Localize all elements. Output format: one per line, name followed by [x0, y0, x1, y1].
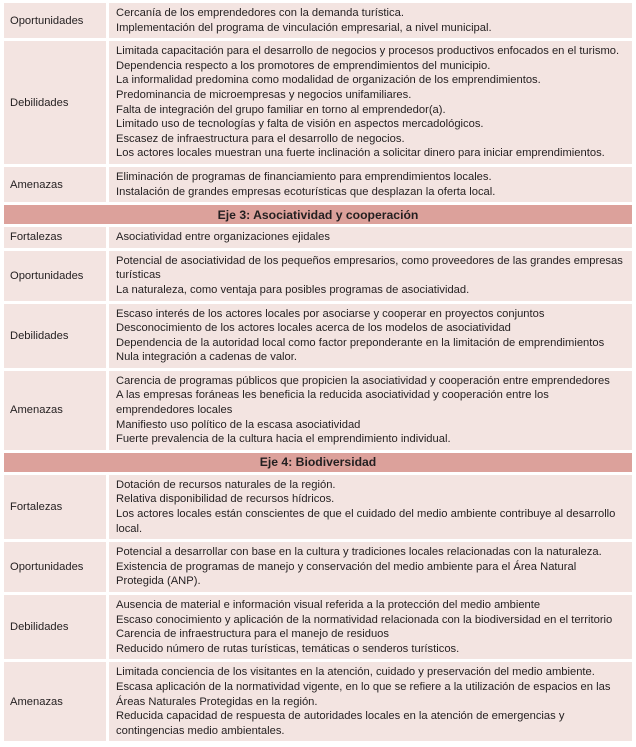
swot-item: Escaso conocimiento y aplicación de la normatividad relacionada con la biodiversidad en el territorio [116, 613, 613, 626]
swot-item: A las empresas foráneas les beneficia la reducida asociatividad y cooperación entre los emprendedores locales [116, 389, 549, 417]
swot-row-fortalezas [4, 475, 632, 539]
category-content [109, 3, 632, 38]
swot-item: Potencial de asociatividad de los pequeños empresarios, como proveedores de las grandes empresas turísticas [116, 254, 623, 282]
category-content [109, 167, 632, 202]
swot-item: Limitada conciencia de los visitantes en la atención, cuidado y preservación del medio ambiente. [116, 666, 595, 679]
swot-row-debilidades [4, 41, 632, 164]
swot-item: Dotación de recursos naturales de la región. [116, 478, 336, 491]
category-label: Amenazas [4, 371, 106, 450]
axis-header: Eje 3: Asociatividad y cooperación [4, 205, 632, 224]
swot-row-amenazas [4, 167, 632, 202]
category-label: Fortalezas [4, 227, 106, 248]
swot-item: La informalidad predomina como modalidad de organización de los emprendimientos. [116, 74, 541, 87]
swot-row-debilidades [4, 595, 632, 659]
swot-item: Carencia de programas públicos que propicien la asociatividad y cooperación entre emprendedores [116, 374, 610, 387]
swot-item: Los actores locales muestran una fuerte inclinación a solicitar dinero para iniciar emprendimientos. [116, 147, 605, 160]
swot-item: Relativa disponibilidad de recursos hídricos. [116, 493, 335, 506]
swot-item: Reducido número de rutas turísticas, temáticas o senderos turísticos. [116, 642, 460, 655]
category-label: Amenazas [4, 167, 106, 202]
swot-item: Nula integración a cadenas de valor. [116, 351, 297, 364]
category-label: Debilidades [4, 595, 106, 659]
category-label: Debilidades [4, 304, 106, 368]
category-content [109, 475, 632, 539]
category-label: Debilidades [4, 41, 106, 164]
category-content [109, 251, 632, 301]
category-content [109, 662, 632, 741]
swot-item: Asociatividad entre organizaciones ejidales [116, 231, 330, 244]
category-label: Oportunidades [4, 251, 106, 301]
category-content [109, 41, 632, 164]
swot-row-debilidades [4, 304, 632, 368]
swot-row-amenazas [4, 371, 632, 450]
swot-item: Cercanía de los emprendedores con la demanda turística. [116, 7, 404, 19]
axis-header: Eje 4: Biodiversidad [4, 453, 632, 472]
category-label: Oportunidades [4, 3, 106, 38]
swot-item: Ausencia de material e información visual referida a la protección del medio ambiente [116, 599, 541, 611]
swot-item: Existencia de programas de manejo y conservación del medio ambiente para el Área Natural Protegida (ANP). [116, 560, 577, 588]
swot-row-amenazas [4, 662, 632, 741]
swot-item: Implementación del programa de vinculación empresarial, a nivel municipal. [116, 21, 492, 34]
category-label: Amenazas [4, 662, 106, 741]
swot-item: Falta de integración del grupo familiar en torno al emprendedor(a). [116, 103, 446, 116]
category-content [109, 371, 632, 450]
swot-item: Predominancia de microempresas y negocios unifamiliares. [116, 88, 412, 101]
swot-item: Desconocimiento de los actores locales acerca de los modelos de asociatividad [116, 322, 511, 335]
swot-item: Escaso interés de los actores locales por asociarse y cooperar en proyectos conjuntos [116, 307, 545, 320]
category-content [109, 595, 632, 659]
swot-item: Dependencia de la autoridad local como factor preponderante en la limitación de emprendimientos [116, 336, 605, 349]
swot-item: Dependencia respecto a los promotores de emprendimientos del municipio. [116, 59, 491, 72]
swot-item: Limitado uso de tecnologías y falta de visión en aspectos mercadológicos. [116, 118, 484, 131]
category-label: Fortalezas [4, 475, 106, 539]
swot-row-oportunidades [4, 251, 632, 301]
category-content [109, 227, 632, 248]
category-content [109, 542, 632, 592]
swot-item: Eliminación de programas de financiamiento para emprendimientos locales. [116, 170, 492, 183]
swot-item: Fuerte prevalencia de la cultura hacia el emprendimiento individual. [116, 433, 451, 446]
swot-item: Manifiesto uso político de la escasa asociatividad [116, 418, 361, 431]
category-label: Oportunidades [4, 542, 106, 592]
swot-item: Instalación de grandes empresas ecoturísticas que desplazan la oferta local. [116, 185, 496, 198]
swot-item: Limitada capacitación para el desarrollo de negocios y procesos productivos enfocados en el turismo. [116, 45, 620, 58]
swot-item: La naturaleza, como ventaja para posibles programas de asociatividad. [116, 283, 470, 296]
swot-row-oportunidades [4, 3, 632, 38]
swot-item: Potencial a desarrollar con base en la cultura y tradiciones locales relacionadas con la naturaleza. [116, 546, 602, 559]
swot-item: Reducida capacidad de respuesta de autoridades locales en la atención de emergencias y contingencias medio ambientales. [116, 710, 565, 737]
swot-row-fortalezas [4, 227, 632, 248]
swot-item: Escasa aplicación de la normatividad vigente, en lo que se refiere a la utilización de espacios en las Áreas Naturales Protegidas en la región. [116, 680, 611, 708]
swot-item: Los actores locales están conscientes de que el cuidado del medio ambiente contribuye al desarrollo local. [116, 508, 616, 535]
swot-item: Carencia de infraestructura para el manejo de residuos [116, 628, 390, 641]
swot-row-oportunidades [4, 542, 632, 592]
category-content [109, 304, 632, 368]
swot-item: Escasez de infraestructura para el desarrollo de negocios. [116, 132, 405, 145]
